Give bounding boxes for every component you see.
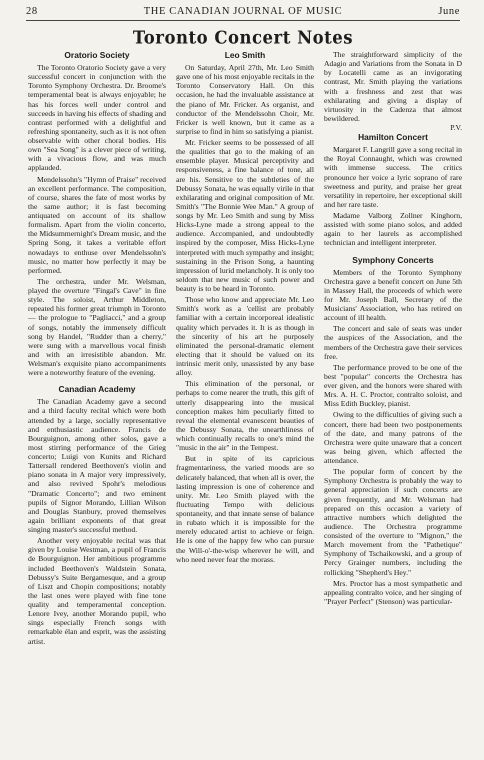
header-rule <box>26 20 460 21</box>
paragraph: Margaret F. Langrill gave a song recital in the Royal Connaught, which was crowned with immense success. The critics pronounce her voice a lyric soprano of rare sweetness and purity, and praise her great versatility in repertoire, her exceptional skill and her rare taste. <box>324 145 462 209</box>
paragraph: This elimination of the personal, or perhaps to come nearer the truth, this gift of utterly disappearing into the musical conception makes him peculiarly fitted to reveal the elemental evanescent beauties of the Debussy Sonata, the unearthliness of which continually recalls to one's mind the "music in the air" in the Tempest. <box>176 379 314 453</box>
paragraph: The orchestra, under Mr. Welsman, played the overture "Fingal's Cave" in fine style. The soloist, Arthur Middleton, repeated his former great triumph in Toronto — the prologue to "Pagliacci," and a group of songs, notably the immensely difficult song by Handel, "Rudder than a cherry," were sung with a marvellous vocal finish and with an irresistible abandon. Mr. Welsman's exquisite piano accompaniments were a noteworthy feature of the evening. <box>28 276 166 378</box>
paragraph: The straightforward simplicity of the Adagio and Variations from the Sonata in D by Locatelli came as an invigorating contrast, Mr. Smith playing the variations with a freshness and zest that was exhilarating and giving a display of virtuosity in the Cadenza that almost bewildered. <box>324 50 462 123</box>
heading-hamilton-concert: Hamilton Concert <box>358 132 428 143</box>
paragraph: The concert and sale of seats was under the auspices of the Association, and the members of the Orchestra gave their services free. <box>324 324 462 361</box>
section-title: Toronto Concert Notes <box>132 27 354 48</box>
paragraph: The popular form of concert by the Symphony Orchestra is probably the way to general appreciation if such concerts are given frequently, and Mr. Welsman had prepared on this occasion a variety of attractive numbers which delighted the audience. The Orchestra programme consisted of the overture to "Mignon," the March movement from the "Pathetique" Symphony of Tschaikowski, and a group of Percy Grainger numbers, including the rollicking "Shepherd's Hey." <box>324 467 462 577</box>
paragraph: The performance proved to be one of the best "popular" concerts the Orchestra has ever given, and the honors were shared with Mrs. A. H. C. Proctor, contralto soloist, and Miss Edith Buckley, pianist. <box>324 362 462 409</box>
heading-symphony-concerts: Symphony Concerts <box>352 254 434 265</box>
page-number: 28 <box>26 6 38 17</box>
paragraph: Members of the Toronto Symphony Orchestra gave a benefit concert on June 5th in Massey Hall, the proceeds of which were for Mr. Joseph Ball, Secretary of the Musicians' Association, who has retired on account of ill health. <box>324 267 462 323</box>
paragraph: Madame Valborg Zollner Kinghorn, assisted with some piano solos, and added again to her laurels as accomplished technician and intelligent interpreter. <box>324 211 462 248</box>
paragraph: Mr. Fricker seems to be possessed of all the qualities that go to the making of an ensemble player. Musical perceptivity and responsiveness, a fine balance of tone, all are his. Sensitive to the subtleties of the Debussy Sonata, he was equally virile in that exhilarating and original composition of Mr. Smith's "The Bonnie Wee Man." A group of songs by Mr. Leo Smith and sung by Miss Hicks-Lyne made a strong appeal to the audience. Accompanied, and undoubtedly inspired by the composer, Miss Hicks-Lyne interpreted with much sympathy and insight; sustaining in the Prison Song, a haunting impression of lurid melancholy. It is only too seldom that new music of such power and beauty is to be heard in Toronto. <box>176 138 314 294</box>
journal-title: THE CANADIAN JOURNAL OF MUSIC <box>143 6 343 17</box>
heading-oratorio-society: Oratorio Society <box>64 50 130 60</box>
column-1 <box>28 50 166 648</box>
column-2 <box>176 50 314 566</box>
paragraph: But in spite of its capricious fragmentariness, the varied moods are so delicately balanced, that when all is over, the lasting impression is one of coherence and unity. Mr. Leo Smith played with the fluctuating Tempo with delicious spontaneity, and that innate sense of balance in rubato which it is impossible for the merely educated artist to achieve or feign. He is one of the happy few who can pursue the Will-o'-the-wisp wherever he will, and who need never fear the morass. <box>176 454 314 564</box>
paragraph: On Saturday, April 27th, Mr. Leo Smith gave one of his most enjoyable recitals in the Toronto Conservatory Hall. On this occasion, he had the invaluable assistance at the piano of Mr. Fricker. As organist, and conductor of the Mendelssohn Choir, Mr. Fricker is well known, but it came as a surprise to find in him so satisfying a pianist. <box>176 63 314 136</box>
paragraph: Another very enjoyable recital was that given by Louise Westman, a pupil of Francis de Bourguignon. Her ambitious programme included Beethoven's Waldstein Sonata, Debussy's Suite Bergamesque, and a group of Liszt and Chopin compositions; notably the last ones were played with fine tone quality and temperamental conception. Lenore Ivey, another Morando pupil, who sings especially French songs with remarkable élan and esprit, was the assisting artist. <box>28 536 166 646</box>
column-3 <box>324 50 462 608</box>
heading-canadian-academy: Canadian Academy <box>58 384 136 395</box>
heading-leo-smith: Leo Smith <box>224 50 266 60</box>
paragraph: Owing to the difficulties of giving such a concert, there had been two postponements of the date, and many patrons of the Orchestra were quite unaware that a concert was being given, which affected the attendance. <box>324 410 462 466</box>
author-signature: P.V. <box>450 123 462 132</box>
paragraph: Mendelssohn's "Hymn of Praise" received an excellent performance. The composition, of course, shares the fate of most works by the same author; it is fast becoming antiquated on account of its shallow formalism. Apart from the violin concerto, the Midsummernight's Dream music, and the Spring Song, it takes a veritable effort nowadays to enthuse over Mendelssohn's music, no matter how perfectly it may be performed. <box>28 174 166 275</box>
issue-month: June <box>438 6 460 17</box>
running-head <box>26 6 460 20</box>
paragraph: Those who know and appreciate Mr. Leo Smith's work as a 'cellist are probably familiar with a certain incorporeal idealistic quality which pervades it. It is as though in the sincerity of his art he purposely eliminated the personal-dramatic element electing that it should be valued on its intrinsic merit only, unassisted by any base alloy. <box>176 295 314 378</box>
paragraph: Mrs. Proctor has a most sympathetic and appealing contralto voice, and her singing of "Prayer Perfect" (Stenson) was particular- <box>324 578 462 606</box>
paragraph: The Toronto Oratorio Society gave a very successful concert in conjunction with the Toronto Symphony Orchestra. Dr. Broome's temperamental beat is always enjoyable; he has his forces well under control and succeeds in having his effects of shading and contrast performed with a delightful and refreshing spontaneity, such as it is not often observable with other choral bodies. His own "Sea Song" is a clever piece of writing, with a vivacious flow, and was much applauded. <box>28 63 166 173</box>
paragraph: The Canadian Academy gave a second and a third faculty recital which were both attended by a large, socially representative and enthusiastic audience. Francis de Bourguignon, among other solos, gave a most stirring performance of the Grieg concerto; Luigi von Kunits and Richard Tattersall rendered Beethoven's violin and piano sonata in A major very impressively, and also revived Spohr's melodious "Dramatic Concerto"; and two eminent pupils of Signor Morando, Lillian Wilson and Douglas Stanbury, proved themselves again brilliant exponents of that great singing master's successful method. <box>28 397 166 535</box>
